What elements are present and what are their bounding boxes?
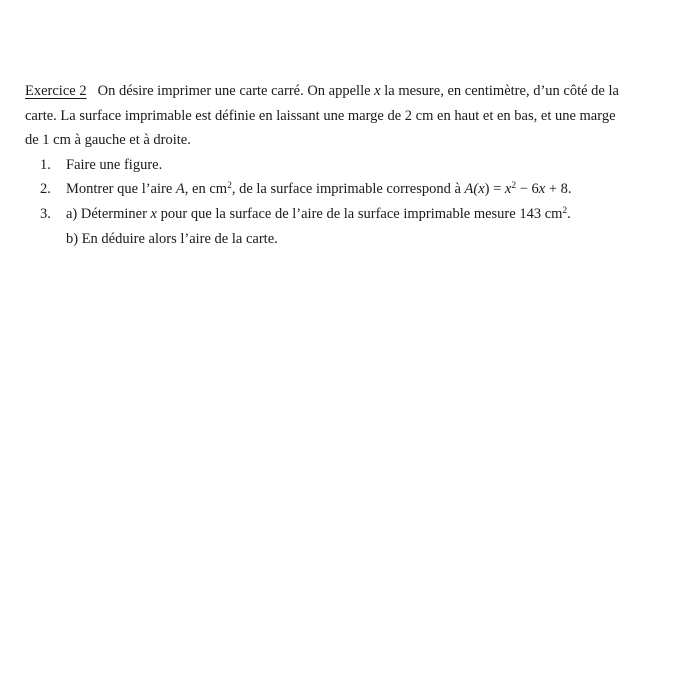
item-2-seg-e: − 6 [516, 181, 539, 198]
item-2-seg-a: Montrer que l’aire [66, 181, 176, 198]
item-2-seg-b: , en cm [184, 181, 228, 198]
intro-text-1a: On désire imprimer une carte carré. On appelle [97, 83, 375, 99]
item-2-seg-d: ) = [484, 181, 505, 198]
item-1-text: Faire une figure. [66, 156, 163, 173]
item-2-superscript-cm: 2 [227, 181, 232, 192]
exercise-block [25, 79, 665, 251]
intro-text-1b: la mesure, en centimètre, d’un côté de la [380, 83, 619, 99]
item-3a-superscript: 2 [562, 205, 568, 216]
list-item-2 [40, 177, 665, 202]
intro-line-2 [25, 104, 665, 129]
math-var-x-3a: x [150, 205, 157, 222]
question-list [40, 153, 665, 251]
item-3-number: 3. [40, 205, 51, 222]
item-3a-rest: pour que la surface de l’aire de la surface imprimable mesure 143 cm [156, 205, 563, 222]
list-item-3 [40, 202, 665, 251]
math-var-x2: x [504, 181, 512, 198]
intro-line-3 [25, 128, 665, 153]
item-2-text [66, 177, 572, 202]
intro-line-1 [25, 79, 665, 104]
item-3-body [66, 202, 571, 251]
list-item-1 [40, 153, 665, 178]
item-3a-text [66, 202, 571, 227]
intro-text-2: carte. La surface imprimable est définie en laissant une marge de 2 cm en haut et en bas, et une marge [25, 107, 616, 124]
math-var-x: x [374, 83, 381, 99]
item-3a-pre: a) Déterminer [66, 205, 151, 222]
item-3b-text: b) En déduire alors l’aire de la carte. [66, 230, 278, 247]
intro-text-3: de 1 cm à gauche et à droite. [25, 132, 191, 149]
math-var-x3: x [538, 181, 546, 198]
math-var-A: A [175, 181, 185, 198]
item-2-number: 2. [40, 181, 51, 198]
item-3a-end: . [567, 205, 571, 222]
item-2-seg-c: , de la surface imprimable correspond à [231, 181, 465, 198]
item-2-seg-f: + 8. [545, 181, 572, 198]
math-fn-A: A [464, 181, 474, 198]
exercise-title: Exercice 2 [25, 83, 87, 99]
item-2-superscript-x: 2 [511, 181, 517, 192]
math-paren-x: (x [473, 181, 485, 198]
item-1-number: 1. [40, 156, 51, 173]
